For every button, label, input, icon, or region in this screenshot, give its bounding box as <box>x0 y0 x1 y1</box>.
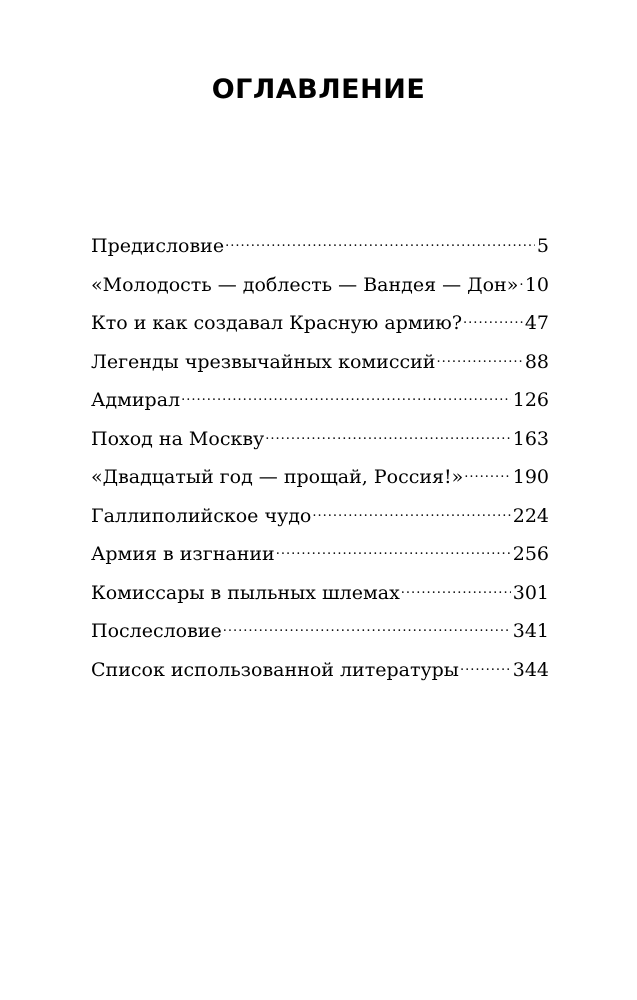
toc-entry-page: 341 <box>512 620 549 642</box>
toc-entry-label: Предисловие <box>91 235 225 257</box>
toc-entry[interactable] <box>91 541 549 580</box>
dot-leader <box>436 349 522 368</box>
dot-leader <box>225 233 535 252</box>
toc-entry-label: Армия в изгнании <box>91 543 275 565</box>
dot-leader <box>312 503 510 522</box>
toc-entry-page: 224 <box>512 504 549 527</box>
toc-entry[interactable] <box>91 310 549 349</box>
toc-entry-label: Послесловие <box>91 620 222 642</box>
toc-entry-page: 10 <box>524 273 549 296</box>
toc-entry-page: 126 <box>512 389 549 411</box>
dot-leader <box>464 464 510 483</box>
toc-entry[interactable] <box>91 387 549 426</box>
toc-entry-page: 190 <box>512 466 549 488</box>
toc-entry[interactable] <box>91 349 549 388</box>
dot-leader <box>265 426 511 445</box>
toc-entry-page: 256 <box>512 543 549 565</box>
table-of-contents <box>91 233 549 695</box>
toc-entry-label: Галлиполийское чудо <box>91 504 312 527</box>
toc-entry-page: 301 <box>512 581 549 604</box>
toc-entry[interactable] <box>91 233 549 272</box>
dot-leader <box>276 541 511 560</box>
toc-entry[interactable] <box>91 503 549 542</box>
toc-entry[interactable] <box>91 426 549 465</box>
toc-entry[interactable] <box>91 657 549 696</box>
toc-entry[interactable] <box>91 580 549 619</box>
toc-entry-label: Адмирал <box>91 389 181 411</box>
toc-entry-label: Легенды чрезвычайных комиссий <box>91 350 436 373</box>
toc-entry-label: Список использованной литературы <box>91 658 459 681</box>
toc-entry-page: 344 <box>512 658 549 681</box>
toc-entry[interactable] <box>91 272 549 311</box>
dot-leader <box>401 580 511 599</box>
toc-entry-label: «Молодость — доблесть — Вандея — Дон» <box>91 273 519 296</box>
dot-leader <box>519 272 522 291</box>
toc-entry-label: «Двадцатый год — прощай, Россия!» <box>91 466 464 488</box>
toc-entry-page: 88 <box>524 350 549 373</box>
dot-leader <box>181 387 511 406</box>
page-title: ОГЛАВЛЕНИЕ <box>211 74 426 105</box>
toc-entry-page: 163 <box>512 427 549 450</box>
toc-entry[interactable] <box>91 618 549 657</box>
toc-entry-label: Поход на Москву <box>91 427 265 450</box>
toc-entry-page: 47 <box>524 312 549 334</box>
toc-entry-label: Комиссары в пыльных шлемах <box>91 581 400 604</box>
toc-entry-page: 5 <box>536 235 549 257</box>
toc-entry-label: Кто и как создавал Красную армию? <box>91 312 463 334</box>
dot-leader <box>460 657 511 676</box>
dot-leader <box>223 618 511 637</box>
toc-entry[interactable] <box>91 464 549 503</box>
dot-leader <box>463 310 523 329</box>
